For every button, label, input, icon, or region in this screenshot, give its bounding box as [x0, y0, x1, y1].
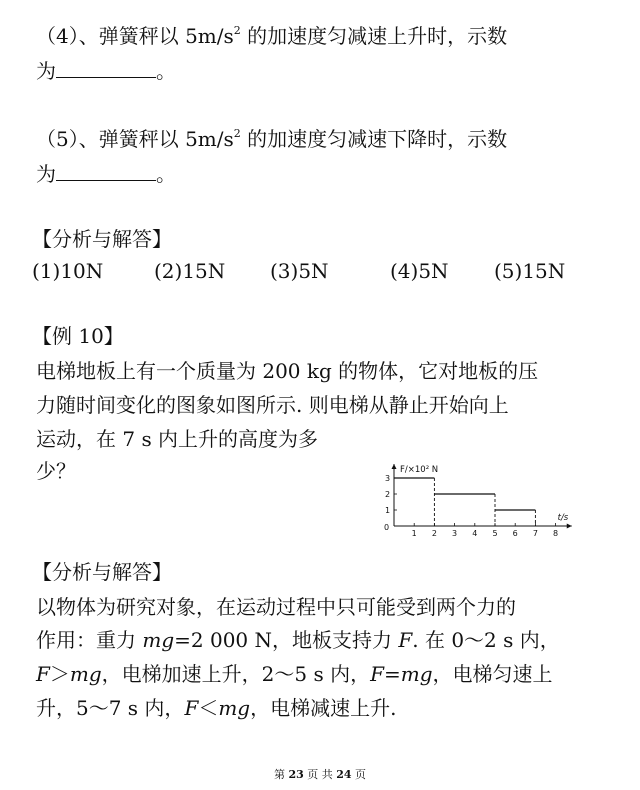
analysis2-line1: 以物体为研究对象，在运动过程中只可能受到两个力的 — [36, 595, 516, 619]
analysis1-answers — [32, 258, 592, 284]
q4-line1: （4）、弹簧秤以 $5m/s^2$ 的加速度匀减速上升时，示数 — [36, 24, 508, 48]
answer-2: (2)15N — [154, 259, 226, 283]
x-tick-label: 6 — [512, 529, 518, 538]
y-axis-arrow — [392, 464, 397, 469]
origin-label: 0 — [384, 523, 390, 532]
analysis2-heading: 【分析与解答】 — [32, 560, 172, 584]
analysis2-line2: 作用：重力 mg=2 000 N，地板支持力 F. 在 0～2 s 内， — [36, 628, 560, 652]
analysis2-line3: F＞mg，电梯加速上升，2～5 s 内，F=mg，电梯匀速上 — [36, 662, 553, 686]
x-tick-label: 2 — [431, 529, 437, 538]
current-page-number: 23 — [288, 768, 304, 781]
analysis1-heading: 【分析与解答】 — [32, 227, 172, 251]
example10-line1: 电梯地板上有一个质量为 200 kg 的物体，它对地板的压 — [36, 359, 539, 383]
q4-line2: 为 。 — [36, 59, 176, 83]
x-axis-label: t/s — [557, 513, 569, 523]
example10-heading: 【例 10】 — [32, 324, 124, 348]
x-axis-arrow — [567, 524, 572, 529]
answer-5: (5)15N — [494, 259, 566, 283]
x-tick-label: 1 — [411, 529, 417, 538]
x-tick-label: 3 — [452, 529, 458, 538]
q5-line2: 为 。 — [36, 162, 176, 186]
answer-4: (4)5N — [390, 259, 449, 283]
q4-answer-blank — [56, 59, 156, 78]
example10-line4: 少？ — [36, 459, 76, 483]
page-footer: 第 23 页 共 24 页 — [273, 768, 367, 781]
x-tick-label: 4 — [472, 529, 478, 538]
q5-line1: （5）、弹簧秤以 $5m/s^2$ 的加速度匀减速下降时，示数 — [36, 127, 508, 151]
y-tick-label: 1 — [385, 506, 391, 515]
answer-1: (1)10N — [32, 259, 104, 283]
x-tick-label: 7 — [532, 529, 538, 538]
example10-line2: 力随时间变化的图象如图所示. 则电梯从静止开始向上 — [36, 393, 509, 417]
y-tick-label: 2 — [385, 490, 391, 499]
force-time-chart — [378, 442, 569, 542]
total-page-count: 24 — [336, 768, 352, 781]
analysis2-line4: 升，5～7 s 内，F＜mg，电梯减速上升. — [36, 696, 397, 720]
answer-3: (3)5N — [270, 259, 329, 283]
x-tick-label: 8 — [553, 529, 559, 538]
x-tick-label: 5 — [492, 529, 498, 538]
y-tick-label: 3 — [385, 474, 391, 483]
example10-line3: 运动，在 7 s 内上升的高度为多 — [36, 427, 319, 451]
q5-answer-blank — [56, 162, 156, 181]
y-axis-label: F/×10² N — [400, 465, 439, 475]
